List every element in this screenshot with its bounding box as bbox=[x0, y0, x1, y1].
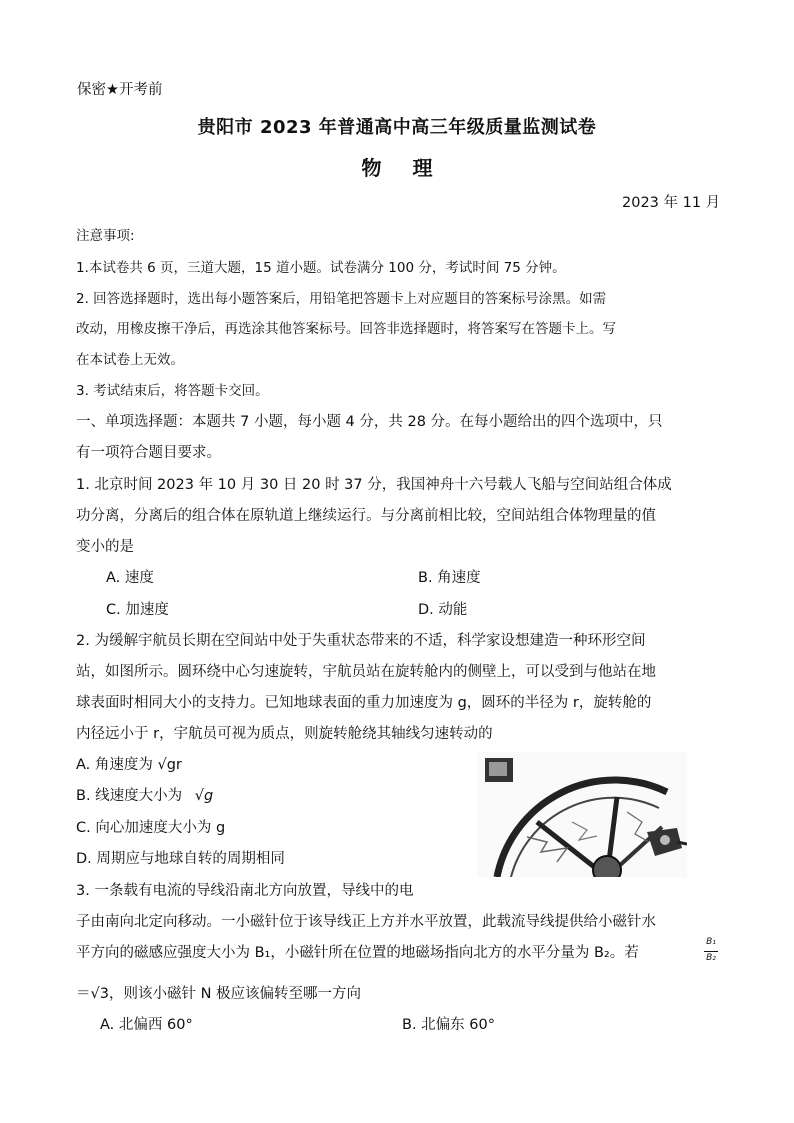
note-3: 3. 考试结束后，将答题卡交回。 bbox=[76, 383, 269, 399]
space-station-drawing bbox=[477, 752, 687, 877]
q2-line-1: 2. 为缓解宇航员长期在空间站中处于失重状态带来的不适，科学家设想建造一种环形空间 bbox=[76, 633, 646, 649]
subject-title: 物 理 bbox=[361, 156, 445, 180]
q2-option-b-text: B. 线速度大小为 bbox=[76, 788, 183, 804]
q1-option-b: B. 角速度 bbox=[418, 570, 481, 586]
q2-option-d: D. 周期应与地球自转的周期相同 bbox=[76, 851, 285, 867]
q3-option-a: A. 北偏西 60° bbox=[100, 1017, 193, 1033]
note-2-line-1: 2. 回答选择题时，选出每小题答案后，用铅笔把答题卡上对应题目的答案标号涂黑。如需 bbox=[76, 291, 607, 307]
note-2-line-3: 在本试卷上无效。 bbox=[76, 352, 184, 368]
fraction-numerator: B₁ bbox=[706, 937, 716, 947]
q3-option-b: B. 北偏东 60° bbox=[402, 1017, 495, 1033]
q1-line-2: 功分离，分离后的组合体在原轨道上继续运行。与分离前相比较，空间站组合体物理量的值 bbox=[76, 508, 656, 524]
q3-line-3: 平方向的磁感应强度大小为 B₁，小磁针所在位置的地磁场指向北方的水平分量为 B₂。若 bbox=[76, 945, 639, 961]
q1-line-1: 1. 北京时间 2023 年 10 月 30 日 20 时 37 分，我国神舟十六号载人飞船与空间站组合体成 bbox=[76, 477, 672, 493]
q2-line-3: 球表面时相同大小的支持力。已知地球表面的重力加速度为 g，圆环的半径为 r，旋转舱的 bbox=[76, 695, 652, 711]
q2-option-b bbox=[76, 784, 213, 805]
q2-option-b-expr: √g bbox=[194, 788, 214, 804]
q3-line-2: 子由南向北定向移动。一小磁针位于该导线正上方并水平放置，此载流导线提供给小磁针水 bbox=[76, 914, 656, 930]
section-1-line-2: 有一项符合题目要求。 bbox=[76, 445, 221, 461]
fraction-bar bbox=[704, 951, 718, 952]
q1-line-3: 变小的是 bbox=[76, 539, 134, 555]
note-2-line-2: 改动，用橡皮擦干净后，再选涂其他答案标号。回答非选择题时，将答案写在答题卡上。写 bbox=[76, 321, 616, 337]
space-station-figure bbox=[477, 752, 687, 877]
page-title: 贵阳市 2023 年普通高中高三年级质量监测试卷 bbox=[197, 117, 597, 138]
exam-date: 2023 年 11 月 bbox=[622, 195, 721, 211]
q2-line-4: 内径远小于 r，宇航员可视为质点，则旋转舱绕其轴线匀速转动的 bbox=[76, 726, 493, 742]
q2-line-2: 站，如图所示。圆环绕中心匀速旋转，宇航员站在旋转舱内的侧壁上，可以受到与他站在地 bbox=[76, 664, 656, 680]
q2-option-c: C. 向心加速度大小为 g bbox=[76, 820, 226, 836]
q3-line-1: 3. 一条载有电流的导线沿南北方向放置，导线中的电 bbox=[76, 883, 414, 899]
section-1-line-1: 一、单项选择题：本题共 7 小题，每小题 4 分，共 28 分。在每小题给出的四个选项中，只 bbox=[76, 414, 663, 430]
q1-option-d: D. 动能 bbox=[418, 602, 468, 618]
q3-line-4: ＝√3，则该小磁针 N 极应该偏转至哪一方向 bbox=[76, 986, 362, 1002]
q1-option-a: A. 速度 bbox=[106, 570, 154, 586]
fraction-denominator: B₂ bbox=[706, 953, 716, 963]
confidential-label: 保密★开考前 bbox=[77, 82, 163, 98]
note-1: 1.本试卷共 6 页，三道大题，15 道小题。试卷满分 100 分，考试时间 75 分钟。 bbox=[76, 260, 566, 276]
q2-option-a: A. 角速度为 √gr bbox=[76, 757, 182, 773]
q1-option-c: C. 加速度 bbox=[106, 602, 169, 618]
notes-heading: 注意事项: bbox=[76, 228, 135, 244]
